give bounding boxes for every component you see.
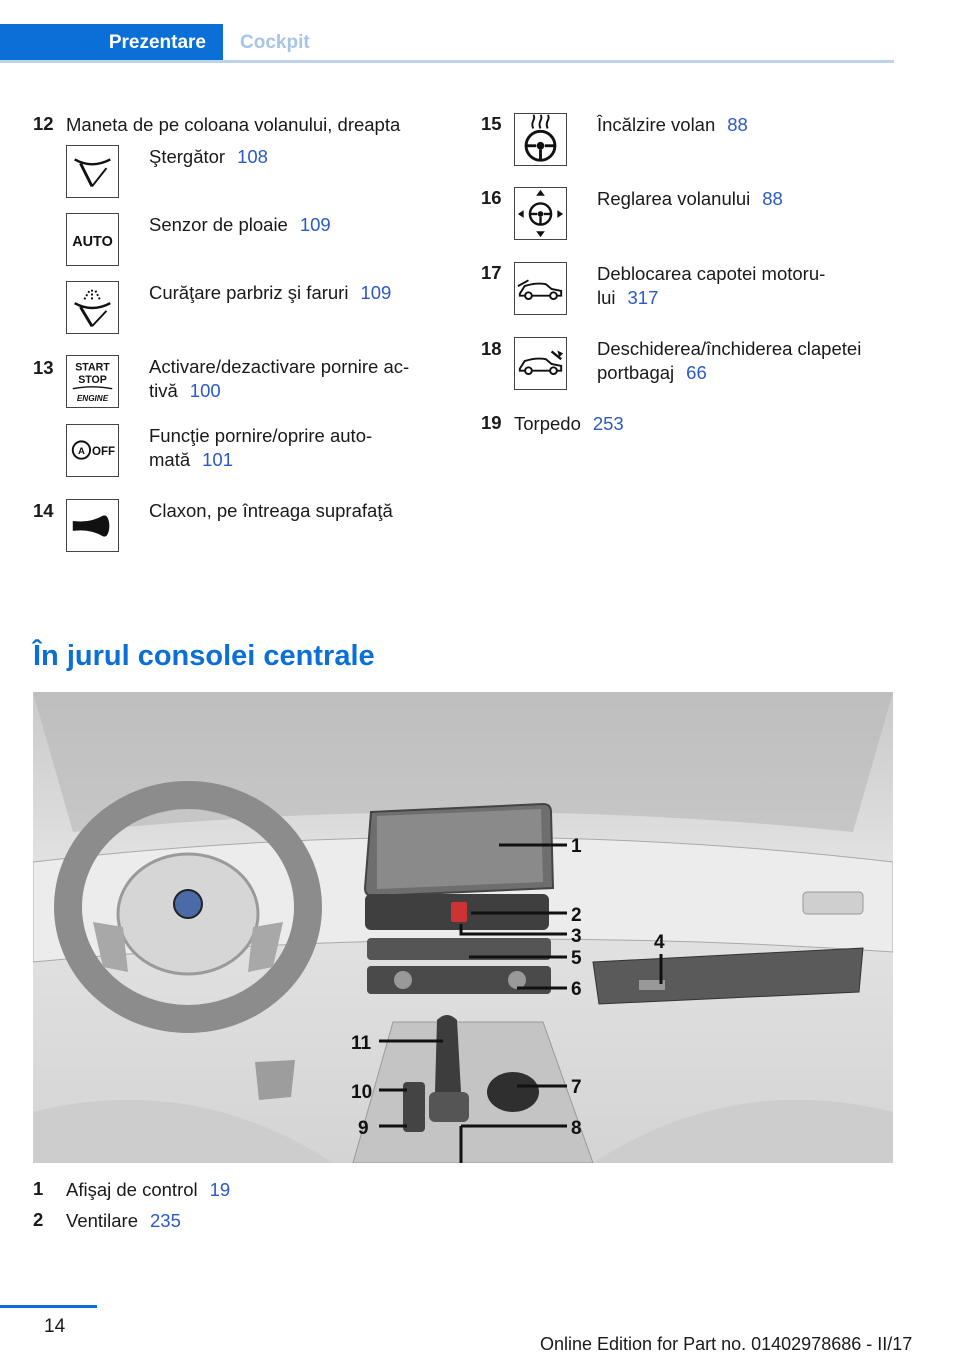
trunk-lid-text-line2: portbagaj [597, 362, 675, 383]
callout-7: 7 [571, 1077, 582, 1098]
auto-icon-label: AUTO [72, 233, 113, 250]
legend-number-1: 1 [33, 1178, 44, 1199]
trunk-lid-text-line1: Deschiderea/închiderea clapetei [597, 338, 862, 359]
hood-release-entry [597, 262, 887, 310]
callout-1: 1 [571, 836, 582, 857]
hood-release-text-line1: Deblocarea capotei motoru‐ [597, 263, 826, 284]
wiper-icon [66, 145, 119, 198]
item-12-title: Maneta de pe coloana volanului, dreapta [66, 114, 401, 135]
callout-9: 9 [358, 1118, 369, 1139]
wiper-entry [149, 145, 439, 169]
glovebox-entry [514, 412, 624, 436]
item-number-15: 15 [481, 113, 502, 134]
page-number: 14 [44, 1316, 66, 1337]
item-number-13: 13 [33, 357, 54, 378]
callout-4: 4 [654, 932, 665, 953]
trunk-lid-page-ref[interactable]: 66 [686, 362, 707, 383]
callout-5: 5 [571, 948, 582, 969]
legend-item-1-text: Afişaj de control [66, 1179, 198, 1200]
legend-item-1-page-ref[interactable]: 19 [209, 1179, 231, 1200]
washer-text: Curăţare parbriz şi faruri [149, 282, 349, 303]
steering-heating-text: Încălzire volan [597, 114, 716, 135]
start-label: START [75, 361, 110, 374]
callout-2: 2 [571, 905, 582, 926]
item-number-18: 18 [481, 338, 502, 359]
wiper-text: Ştergător [149, 146, 226, 167]
header-rule [0, 60, 894, 63]
steering-adjust-icon [514, 187, 567, 240]
legend-item-1 [66, 1178, 230, 1202]
stop-label: STOP [78, 373, 107, 386]
section-title: În jurul consolei centrale [33, 640, 375, 672]
start-stop-entry [149, 355, 439, 403]
off-label: OFF [92, 445, 116, 458]
rain-sensor-text: Senzor de ploaie [149, 214, 288, 235]
steering-heating-page-ref[interactable]: 88 [727, 114, 748, 135]
glovebox-page-ref[interactable]: 253 [592, 413, 624, 434]
callout-11: 11 [351, 1033, 372, 1054]
legend-number-2: 2 [33, 1209, 44, 1230]
edition-text: Online Edition for Part no. 01402978686 - II/17 [540, 1334, 913, 1354]
hood-release-page-ref[interactable]: 317 [627, 287, 659, 308]
rain-sensor-entry [149, 213, 439, 237]
auto-rain-sensor-icon [66, 213, 119, 266]
steering-adjust-text: Reglarea volanului [597, 188, 751, 209]
washer-icon [66, 281, 119, 334]
washer-page-ref[interactable]: 109 [360, 282, 392, 303]
steering-adjust-entry [597, 187, 887, 211]
center-console-photo [33, 692, 893, 1163]
svg-text:A: A [77, 445, 85, 457]
item-number-17: 17 [481, 262, 502, 283]
item-number-19: 19 [481, 412, 502, 433]
item-number-16: 16 [481, 187, 502, 208]
trunk-lid-icon [514, 337, 567, 390]
auto-start-stop-entry [149, 424, 439, 472]
auto-start-stop-off-icon [66, 424, 119, 477]
horn-text: Claxon, pe întreaga suprafaţă [149, 500, 393, 521]
legend-item-2-page-ref[interactable]: 235 [150, 1210, 181, 1231]
callout-8: 8 [571, 1118, 582, 1139]
start-stop-text-line2: tivă [149, 380, 178, 401]
start-stop-engine-icon [66, 355, 119, 408]
tab-cockpit[interactable]: Cockpit [240, 32, 310, 53]
auto-start-stop-page-ref[interactable]: 101 [202, 449, 234, 470]
item-number-14: 14 [33, 500, 54, 521]
callout-6: 6 [571, 979, 582, 1000]
washer-entry [149, 281, 439, 305]
steering-wheel-heating-icon [514, 113, 567, 166]
callout-3: 3 [571, 926, 582, 947]
horn-icon [66, 499, 119, 552]
tab-prezentare[interactable]: Prezentare [0, 24, 223, 62]
hood-release-icon [514, 262, 567, 315]
item-number-12: 12 [33, 113, 54, 134]
header-bar [0, 0, 894, 60]
callout-10: 10 [351, 1082, 373, 1103]
steering-heating-entry [597, 113, 887, 137]
legend-item-2-text: Ventilare [66, 1210, 138, 1231]
trunk-lid-entry [597, 337, 887, 385]
start-stop-page-ref[interactable]: 100 [189, 380, 221, 401]
rain-sensor-page-ref[interactable]: 109 [299, 214, 331, 235]
wiper-page-ref[interactable]: 108 [237, 146, 268, 167]
glovebox-text: Torpedo [514, 413, 581, 434]
hood-release-text-line2: lui [597, 287, 616, 308]
auto-start-stop-text-line1: Funcţie pornire/oprire auto‐ [149, 425, 373, 446]
auto-start-stop-text-line2: mată [149, 449, 191, 470]
legend-item-2 [66, 1209, 181, 1233]
footer-rule [0, 1305, 97, 1308]
steering-adjust-page-ref[interactable]: 88 [762, 188, 783, 209]
engine-label: ENGINE [76, 394, 109, 404]
start-stop-text-line1: Activare/dezactivare pornire ac‐ [149, 356, 410, 377]
